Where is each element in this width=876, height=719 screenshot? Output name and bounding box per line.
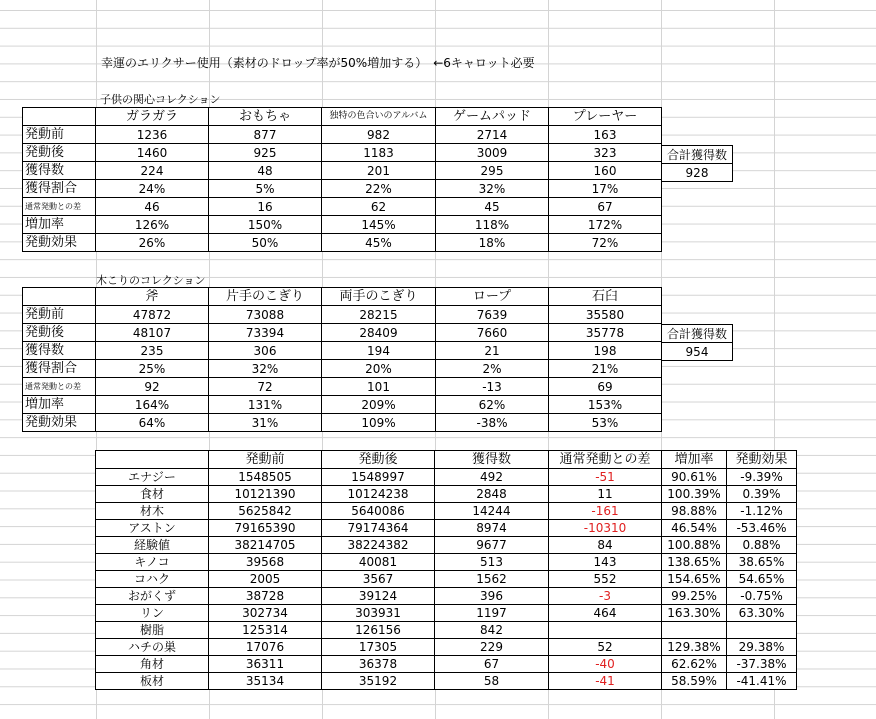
cell[interactable]: 5625842 (209, 503, 322, 520)
cell[interactable]: 47872 (96, 306, 209, 324)
cell[interactable]: 62 (322, 198, 436, 216)
column-header[interactable] (96, 451, 209, 469)
cell[interactable]: 46 (96, 198, 209, 216)
cell[interactable]: 10121390 (209, 486, 322, 503)
table-row (96, 486, 797, 503)
cell[interactable]: 36378 (322, 656, 435, 673)
cell[interactable]: 154.65% (662, 571, 727, 588)
cell[interactable]: -41 (549, 673, 662, 690)
cell[interactable]: 100.39% (662, 486, 727, 503)
table-row (96, 622, 797, 639)
cell[interactable]: 32% (209, 360, 322, 378)
resource-name[interactable]: おがくず (96, 588, 209, 605)
row-label[interactable]: 獲得割合 (23, 180, 96, 198)
row-label[interactable]: 発動後 (23, 144, 96, 162)
cell[interactable]: 172% (549, 216, 662, 234)
cell[interactable]: 21% (549, 360, 662, 378)
table-row (96, 588, 797, 605)
cell[interactable]: 3009 (436, 144, 549, 162)
cell[interactable]: 73088 (209, 306, 322, 324)
cell[interactable]: 201 (322, 162, 436, 180)
cell[interactable]: 2848 (435, 486, 549, 503)
table-row (23, 306, 662, 324)
cell[interactable]: 145% (322, 216, 436, 234)
table-row (23, 126, 662, 144)
cell[interactable]: 1548997 (322, 469, 435, 486)
sheet-title: 幸運のエリクサー使用（素材のドロップ率が50%増加する） ←6キャロット必要 (101, 56, 535, 70)
table-row (96, 503, 797, 520)
cell[interactable]: 46.54% (662, 520, 727, 537)
row-label[interactable]: 通常発動との差 (23, 378, 96, 396)
column-header[interactable]: 通常発動との差 (549, 451, 662, 469)
table-row (96, 673, 797, 690)
table-row (23, 162, 662, 180)
cell[interactable]: 53% (549, 414, 662, 432)
table-row (96, 469, 797, 486)
column-header[interactable]: 増加率 (662, 451, 727, 469)
column-header[interactable]: 独特の色合いのアルバム (322, 108, 436, 126)
cell[interactable]: 54.65% (727, 571, 797, 588)
cell[interactable]: 17% (549, 180, 662, 198)
cell[interactable]: 69 (549, 378, 662, 396)
cell[interactable]: -41.41% (727, 673, 797, 690)
cell[interactable]: -53.46% (727, 520, 797, 537)
cell[interactable]: 67 (549, 198, 662, 216)
row-label[interactable]: 獲得数 (23, 162, 96, 180)
table-row (23, 234, 662, 252)
cell[interactable]: -161 (549, 503, 662, 520)
cell[interactable]: 39568 (209, 554, 322, 571)
cell[interactable]: 10124238 (322, 486, 435, 503)
table-row (23, 144, 662, 162)
cell[interactable]: 62.62% (662, 656, 727, 673)
cell[interactable]: 5640086 (322, 503, 435, 520)
collection-table-2 (22, 287, 662, 432)
corner-cell[interactable] (23, 108, 96, 126)
cell[interactable]: 129.38% (662, 639, 727, 656)
cell[interactable]: 11 (549, 486, 662, 503)
cell[interactable]: 38.65% (727, 554, 797, 571)
cell[interactable]: 1197 (435, 605, 549, 622)
cell[interactable]: 26% (96, 234, 209, 252)
resource-name[interactable]: アストン (96, 520, 209, 537)
total-value[interactable]: 928 (662, 164, 733, 182)
cell[interactable]: 194 (322, 342, 436, 360)
cell[interactable]: 21 (436, 342, 549, 360)
cell[interactable]: 63.30% (727, 605, 797, 622)
cell[interactable]: -51 (549, 469, 662, 486)
table-row (23, 414, 662, 432)
section1-caption: 子供の関心コレクション (100, 93, 221, 106)
cell[interactable]: 29.38% (727, 639, 797, 656)
cell[interactable]: 396 (435, 588, 549, 605)
row-label[interactable]: 獲得数 (23, 342, 96, 360)
column-header[interactable]: 発動後 (322, 451, 435, 469)
cell[interactable]: 131% (209, 396, 322, 414)
cell[interactable]: 295 (436, 162, 549, 180)
resource-name[interactable]: キノコ (96, 554, 209, 571)
total-value[interactable]: 954 (662, 343, 733, 361)
cell[interactable]: 16 (209, 198, 322, 216)
cell[interactable]: -9.39% (727, 469, 797, 486)
cell[interactable]: 138.65% (662, 554, 727, 571)
cell[interactable]: -10310 (549, 520, 662, 537)
cell[interactable]: 25% (96, 360, 209, 378)
cell[interactable]: 58 (435, 673, 549, 690)
cell[interactable]: 84 (549, 537, 662, 554)
cell[interactable]: -37.38% (727, 656, 797, 673)
row-label[interactable]: 通常発動との差 (23, 198, 96, 216)
row-label[interactable]: 増加率 (23, 396, 96, 414)
cell[interactable]: 50% (209, 234, 322, 252)
cell[interactable]: 35580 (549, 306, 662, 324)
cell[interactable]: 109% (322, 414, 436, 432)
cell[interactable]: -0.75% (727, 588, 797, 605)
cell[interactable]: 62% (436, 396, 549, 414)
cell[interactable]: 2% (436, 360, 549, 378)
cell[interactable]: 28215 (322, 306, 436, 324)
cell[interactable]: 39124 (322, 588, 435, 605)
cell[interactable]: 45 (436, 198, 549, 216)
cell[interactable]: 40081 (322, 554, 435, 571)
section2-caption: 木こりのコレクション (96, 274, 206, 287)
cell[interactable]: 2005 (209, 571, 322, 588)
cell[interactable]: 1548505 (209, 469, 322, 486)
cell[interactable]: 92 (96, 378, 209, 396)
cell[interactable]: 24% (96, 180, 209, 198)
table-header-row (23, 108, 662, 126)
cell[interactable]: 17076 (209, 639, 322, 656)
column-header[interactable]: ガラガラ (96, 108, 209, 126)
row-label[interactable]: 獲得割合 (23, 360, 96, 378)
resource-name[interactable]: 角材 (96, 656, 209, 673)
column-header[interactable]: 斧 (96, 288, 209, 306)
cell[interactable]: 32% (436, 180, 549, 198)
table-row (96, 605, 797, 622)
cell[interactable]: 164% (96, 396, 209, 414)
table-row (96, 520, 797, 537)
cell[interactable]: 982 (322, 126, 436, 144)
cell[interactable]: 22% (322, 180, 436, 198)
column-header[interactable]: 両手のこぎり (322, 288, 436, 306)
column-header[interactable]: 獲得数 (435, 451, 549, 469)
table-row (96, 554, 797, 571)
cell[interactable]: 150% (209, 216, 322, 234)
cell[interactable] (662, 622, 727, 639)
cell[interactable]: 18% (436, 234, 549, 252)
resource-name[interactable]: エナジー (96, 469, 209, 486)
cell[interactable]: 35134 (209, 673, 322, 690)
row-label[interactable]: 発動効果 (23, 414, 96, 432)
cell[interactable]: 302734 (209, 605, 322, 622)
resource-name[interactable]: 樹脂 (96, 622, 209, 639)
cell[interactable]: 101 (322, 378, 436, 396)
resource-name[interactable]: 材木 (96, 503, 209, 520)
table-row (23, 216, 662, 234)
resource-name[interactable]: リン (96, 605, 209, 622)
cell[interactable]: 842 (435, 622, 549, 639)
column-header[interactable]: 発動効果 (727, 451, 797, 469)
cell[interactable]: 79174364 (322, 520, 435, 537)
cell[interactable]: 79165390 (209, 520, 322, 537)
cell[interactable]: 1562 (435, 571, 549, 588)
cell[interactable]: -13 (436, 378, 549, 396)
cell[interactable]: 303931 (322, 605, 435, 622)
cell[interactable]: 99.25% (662, 588, 727, 605)
cell[interactable]: 306 (209, 342, 322, 360)
cell[interactable]: -38% (436, 414, 549, 432)
resource-table (95, 450, 797, 690)
cell[interactable]: 3567 (322, 571, 435, 588)
row-label[interactable]: 発動前 (23, 126, 96, 144)
table-header-row (96, 451, 797, 469)
cell[interactable]: 100.88% (662, 537, 727, 554)
cell[interactable]: 198 (549, 342, 662, 360)
cell[interactable]: 67 (435, 656, 549, 673)
column-header[interactable]: 片手のこぎり (209, 288, 322, 306)
row-label[interactable]: 発動前 (23, 306, 96, 324)
total-box-1 (661, 145, 733, 182)
cell[interactable]: 118% (436, 216, 549, 234)
row-label[interactable]: 発動効果 (23, 234, 96, 252)
cell[interactable]: 1460 (96, 144, 209, 162)
column-header[interactable]: おもちゃ (209, 108, 322, 126)
cell[interactable]: 7660 (436, 324, 549, 342)
cell[interactable]: 224 (96, 162, 209, 180)
cell[interactable]: 98.88% (662, 503, 727, 520)
cell[interactable]: 5% (209, 180, 322, 198)
cell[interactable]: 126% (96, 216, 209, 234)
column-header[interactable]: ゲームパッド (436, 108, 549, 126)
cell[interactable]: 2714 (436, 126, 549, 144)
cell[interactable]: 31% (209, 414, 322, 432)
cell[interactable]: -1.12% (727, 503, 797, 520)
row-label[interactable]: 増加率 (23, 216, 96, 234)
cell[interactable]: 58.59% (662, 673, 727, 690)
cell[interactable]: 28409 (322, 324, 436, 342)
cell[interactable] (727, 622, 797, 639)
cell[interactable]: 45% (322, 234, 436, 252)
column-header[interactable]: ロープ (436, 288, 549, 306)
total-label[interactable]: 合計獲得数 (662, 146, 733, 164)
cell[interactable]: 64% (96, 414, 209, 432)
table-row (23, 180, 662, 198)
cell[interactable]: 52 (549, 639, 662, 656)
cell[interactable]: 36311 (209, 656, 322, 673)
cell[interactable]: 38214705 (209, 537, 322, 554)
table-row (23, 198, 662, 216)
cell[interactable]: -3 (549, 588, 662, 605)
cell[interactable]: 7639 (436, 306, 549, 324)
cell[interactable]: 0.88% (727, 537, 797, 554)
cell[interactable]: 323 (549, 144, 662, 162)
collection-table-1 (22, 107, 662, 252)
cell[interactable]: 90.61% (662, 469, 727, 486)
cell[interactable]: 877 (209, 126, 322, 144)
resource-name[interactable]: 食材 (96, 486, 209, 503)
total-box-2 (661, 324, 733, 361)
table-row (23, 378, 662, 396)
row-label[interactable]: 発動後 (23, 324, 96, 342)
table-row (23, 324, 662, 342)
cell[interactable]: 20% (322, 360, 436, 378)
cell[interactable]: 125314 (209, 622, 322, 639)
cell[interactable]: 8974 (435, 520, 549, 537)
table-row (96, 571, 797, 588)
cell[interactable]: 73394 (209, 324, 322, 342)
table-row (23, 342, 662, 360)
corner-cell[interactable] (23, 288, 96, 306)
table-row (23, 396, 662, 414)
cell[interactable]: 160 (549, 162, 662, 180)
resource-name[interactable]: ハチの巣 (96, 639, 209, 656)
column-header[interactable]: プレーヤー (549, 108, 662, 126)
cell[interactable]: -40 (549, 656, 662, 673)
cell[interactable]: 163 (549, 126, 662, 144)
cell[interactable]: 0.39% (727, 486, 797, 503)
resource-name[interactable]: 板材 (96, 673, 209, 690)
cell[interactable]: 35192 (322, 673, 435, 690)
cell[interactable]: 38224382 (322, 537, 435, 554)
column-header[interactable]: 発動前 (209, 451, 322, 469)
cell[interactable]: 48 (209, 162, 322, 180)
cell[interactable]: 35778 (549, 324, 662, 342)
cell[interactable]: 126156 (322, 622, 435, 639)
table-row (96, 656, 797, 673)
table-row (23, 360, 662, 378)
cell[interactable]: 209% (322, 396, 436, 414)
cell[interactable]: 48107 (96, 324, 209, 342)
cell[interactable]: 72 (209, 378, 322, 396)
cell[interactable]: 1183 (322, 144, 436, 162)
resource-name[interactable]: コハク (96, 571, 209, 588)
cell[interactable]: 464 (549, 605, 662, 622)
cell[interactable]: 9677 (435, 537, 549, 554)
cell[interactable]: 153% (549, 396, 662, 414)
cell[interactable]: 1236 (96, 126, 209, 144)
cell[interactable]: 17305 (322, 639, 435, 656)
cell[interactable]: 229 (435, 639, 549, 656)
cell[interactable]: 925 (209, 144, 322, 162)
cell[interactable]: 72% (549, 234, 662, 252)
cell[interactable]: 552 (549, 571, 662, 588)
cell[interactable]: 492 (435, 469, 549, 486)
table-row (96, 639, 797, 656)
cell[interactable]: 163.30% (662, 605, 727, 622)
cell[interactable]: 14244 (435, 503, 549, 520)
table-row (96, 537, 797, 554)
cell[interactable] (549, 622, 662, 639)
table-header-row (23, 288, 662, 306)
cell[interactable]: 38728 (209, 588, 322, 605)
resource-name[interactable]: 経験値 (96, 537, 209, 554)
total-label[interactable]: 合計獲得数 (662, 325, 733, 343)
cell[interactable]: 513 (435, 554, 549, 571)
column-header[interactable]: 石臼 (549, 288, 662, 306)
cell[interactable]: 143 (549, 554, 662, 571)
cell[interactable]: 235 (96, 342, 209, 360)
